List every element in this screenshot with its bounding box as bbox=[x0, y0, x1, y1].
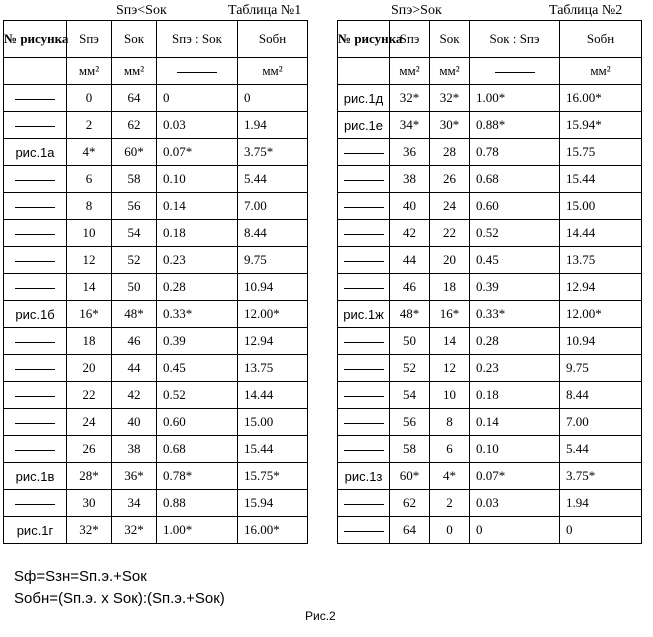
table-row bbox=[4, 463, 308, 490]
dash-mark bbox=[344, 180, 384, 181]
dash-mark bbox=[344, 531, 384, 532]
table-row bbox=[338, 166, 642, 193]
dash-mark bbox=[344, 342, 384, 343]
value-cell: 12.94 bbox=[238, 328, 308, 355]
value-cell: 6 bbox=[430, 436, 470, 463]
formula-sf: Sф=Sзн=Sп.э.+Sок bbox=[14, 568, 147, 585]
value-cell: 15.44 bbox=[560, 166, 642, 193]
value-cell: 3.75* bbox=[238, 139, 308, 166]
value-cell: 18 bbox=[67, 328, 112, 355]
value-cell: 32* bbox=[390, 85, 430, 112]
value-cell: 32* bbox=[430, 85, 470, 112]
table-row bbox=[338, 409, 642, 436]
unit-cell bbox=[338, 58, 390, 85]
value-cell: 60* bbox=[390, 463, 430, 490]
value-cell: 0.18 bbox=[157, 220, 238, 247]
value-cell: 9.75 bbox=[560, 355, 642, 382]
value-cell: 0 bbox=[157, 85, 238, 112]
value-cell: 15.75 bbox=[560, 139, 642, 166]
table-row bbox=[4, 112, 308, 139]
value-cell: 12.94 bbox=[560, 274, 642, 301]
value-cell: 3.75* bbox=[560, 463, 642, 490]
value-cell: 58 bbox=[390, 436, 430, 463]
table-row bbox=[4, 85, 308, 112]
value-cell: 14 bbox=[67, 274, 112, 301]
table2-title: Таблица №2 bbox=[549, 3, 623, 18]
dash-mark bbox=[344, 234, 384, 235]
value-cell: 42 bbox=[112, 382, 157, 409]
value-cell: 36* bbox=[112, 463, 157, 490]
value-cell: 0.88 bbox=[157, 490, 238, 517]
unit-cell: мм² bbox=[430, 58, 470, 85]
value-cell: 8 bbox=[67, 193, 112, 220]
value-cell: 16* bbox=[67, 301, 112, 328]
table1-condition: Sпэ<Sок bbox=[116, 3, 167, 18]
table-row bbox=[4, 220, 308, 247]
column-header: Sобн bbox=[560, 21, 642, 58]
figure-cell bbox=[338, 247, 390, 274]
dash-mark bbox=[15, 234, 55, 235]
formula-sobn: Sобн=(Sп.э. х Sок):(Sп.э.+Sок) bbox=[14, 590, 225, 607]
table-row bbox=[338, 112, 642, 139]
header-row bbox=[4, 21, 308, 58]
table-row bbox=[4, 355, 308, 382]
table-row bbox=[338, 193, 642, 220]
value-cell: 12.00* bbox=[238, 301, 308, 328]
value-cell: 34* bbox=[390, 112, 430, 139]
dash-mark bbox=[15, 261, 55, 262]
value-cell: 0.10 bbox=[470, 436, 560, 463]
dash-mark bbox=[344, 396, 384, 397]
dash-mark bbox=[15, 288, 55, 289]
value-cell: 36 bbox=[390, 139, 430, 166]
table1 bbox=[3, 20, 308, 544]
value-cell: 1.00* bbox=[157, 517, 238, 544]
value-cell: 0.78* bbox=[157, 463, 238, 490]
figure-cell bbox=[338, 274, 390, 301]
value-cell: 0.52 bbox=[157, 382, 238, 409]
value-cell: 12.00* bbox=[560, 301, 642, 328]
table-row bbox=[4, 193, 308, 220]
value-cell: 1.00* bbox=[470, 85, 560, 112]
value-cell: 58 bbox=[112, 166, 157, 193]
figure-cell bbox=[4, 112, 67, 139]
value-cell: 8.44 bbox=[560, 382, 642, 409]
figure-cell bbox=[338, 220, 390, 247]
value-cell: 46 bbox=[390, 274, 430, 301]
figure-cell bbox=[4, 409, 67, 436]
column-header: Sок bbox=[112, 21, 157, 58]
value-cell: 40 bbox=[390, 193, 430, 220]
dash-mark bbox=[15, 396, 55, 397]
column-header: № рисунка bbox=[4, 21, 67, 58]
value-cell: 0 bbox=[470, 517, 560, 544]
value-cell: 14 bbox=[430, 328, 470, 355]
value-cell: 62 bbox=[112, 112, 157, 139]
value-cell: 13.75 bbox=[560, 247, 642, 274]
value-cell: 0.14 bbox=[157, 193, 238, 220]
figure-cell: рис.1з bbox=[338, 463, 390, 490]
dash-mark bbox=[15, 369, 55, 370]
value-cell: 0.88* bbox=[470, 112, 560, 139]
dash-mark bbox=[495, 72, 535, 73]
value-cell: 1.94 bbox=[560, 490, 642, 517]
table2 bbox=[337, 20, 642, 544]
value-cell: 16.00* bbox=[560, 85, 642, 112]
unit-cell: мм² bbox=[560, 58, 642, 85]
value-cell: 52 bbox=[112, 247, 157, 274]
column-header: Sпэ bbox=[67, 21, 112, 58]
value-cell: 15.75* bbox=[238, 463, 308, 490]
value-cell: 50 bbox=[112, 274, 157, 301]
table1-title: Таблица №1 bbox=[228, 3, 302, 18]
table-row bbox=[4, 409, 308, 436]
value-cell: 0 bbox=[67, 85, 112, 112]
table-row bbox=[4, 490, 308, 517]
figure-cell: рис.1в bbox=[4, 463, 67, 490]
dash-mark bbox=[15, 504, 55, 505]
dash-mark bbox=[177, 72, 217, 73]
value-cell: 8.44 bbox=[238, 220, 308, 247]
figure-cell bbox=[338, 328, 390, 355]
figure-cell bbox=[338, 193, 390, 220]
value-cell: 42 bbox=[390, 220, 430, 247]
value-cell: 13.75 bbox=[238, 355, 308, 382]
value-cell: 48* bbox=[390, 301, 430, 328]
value-cell: 52 bbox=[390, 355, 430, 382]
value-cell: 22 bbox=[430, 220, 470, 247]
figure-cell: рис.1е bbox=[338, 112, 390, 139]
figure-cell bbox=[4, 328, 67, 355]
table-row bbox=[4, 247, 308, 274]
figure-cell bbox=[338, 139, 390, 166]
value-cell: 0 bbox=[560, 517, 642, 544]
value-cell: 12 bbox=[67, 247, 112, 274]
value-cell: 2 bbox=[430, 490, 470, 517]
table2-body bbox=[338, 21, 642, 544]
table-row bbox=[4, 517, 308, 544]
table-row bbox=[338, 328, 642, 355]
dash-mark bbox=[344, 207, 384, 208]
value-cell: 38 bbox=[390, 166, 430, 193]
figure-cell: рис.1ж bbox=[338, 301, 390, 328]
dash-mark bbox=[15, 207, 55, 208]
value-cell: 18 bbox=[430, 274, 470, 301]
value-cell: 16* bbox=[430, 301, 470, 328]
value-cell: 0 bbox=[238, 85, 308, 112]
column-header: Sпэ bbox=[390, 21, 430, 58]
dash-mark bbox=[344, 369, 384, 370]
table-row bbox=[338, 247, 642, 274]
table-row bbox=[4, 274, 308, 301]
value-cell: 0.23 bbox=[157, 247, 238, 274]
dash-mark bbox=[15, 423, 55, 424]
figure-cell bbox=[338, 409, 390, 436]
value-cell: 15.00 bbox=[560, 193, 642, 220]
value-cell: 12 bbox=[430, 355, 470, 382]
table-row bbox=[338, 220, 642, 247]
table-row bbox=[4, 436, 308, 463]
dash-mark bbox=[344, 288, 384, 289]
value-cell: 0.23 bbox=[470, 355, 560, 382]
value-cell: 44 bbox=[112, 355, 157, 382]
value-cell: 10 bbox=[67, 220, 112, 247]
value-cell: 15.44 bbox=[238, 436, 308, 463]
table-row bbox=[338, 517, 642, 544]
table1-body bbox=[4, 21, 308, 544]
value-cell: 60* bbox=[112, 139, 157, 166]
value-cell: 0.28 bbox=[157, 274, 238, 301]
value-cell: 24 bbox=[67, 409, 112, 436]
value-cell: 4* bbox=[430, 463, 470, 490]
value-cell: 40 bbox=[112, 409, 157, 436]
figure-cell bbox=[338, 355, 390, 382]
value-cell: 10.94 bbox=[560, 328, 642, 355]
column-header: Sок : Sпэ bbox=[470, 21, 560, 58]
unit-cell: мм² bbox=[67, 58, 112, 85]
table-row bbox=[338, 463, 642, 490]
table-row bbox=[4, 166, 308, 193]
value-cell: 46 bbox=[112, 328, 157, 355]
dash-mark bbox=[15, 180, 55, 181]
value-cell: 0.68 bbox=[157, 436, 238, 463]
value-cell: 0.28 bbox=[470, 328, 560, 355]
figure-cell bbox=[4, 382, 67, 409]
table2-condition: Sпэ>Sок bbox=[391, 3, 442, 18]
value-cell: 15.94* bbox=[560, 112, 642, 139]
figure-cell bbox=[338, 382, 390, 409]
unit-cell: мм² bbox=[390, 58, 430, 85]
value-cell: 0.45 bbox=[157, 355, 238, 382]
value-cell: 15.94 bbox=[238, 490, 308, 517]
figure-cell bbox=[4, 193, 67, 220]
value-cell: 54 bbox=[112, 220, 157, 247]
figure-cell bbox=[338, 166, 390, 193]
value-cell: 22 bbox=[67, 382, 112, 409]
value-cell: 20 bbox=[430, 247, 470, 274]
unit-cell: мм² bbox=[238, 58, 308, 85]
value-cell: 14.44 bbox=[560, 220, 642, 247]
value-cell: 10 bbox=[430, 382, 470, 409]
value-cell: 32* bbox=[112, 517, 157, 544]
table-row bbox=[338, 355, 642, 382]
table-row bbox=[4, 139, 308, 166]
figure-cell bbox=[4, 220, 67, 247]
value-cell: 16.00* bbox=[238, 517, 308, 544]
value-cell: 7.00 bbox=[238, 193, 308, 220]
value-cell: 26 bbox=[67, 436, 112, 463]
unit-cell bbox=[157, 58, 238, 85]
value-cell: 5.44 bbox=[238, 166, 308, 193]
dash-mark bbox=[15, 342, 55, 343]
figure-cell: рис.1д bbox=[338, 85, 390, 112]
table-row bbox=[338, 85, 642, 112]
table-row bbox=[338, 436, 642, 463]
value-cell: 56 bbox=[112, 193, 157, 220]
value-cell: 1.94 bbox=[238, 112, 308, 139]
value-cell: 0.60 bbox=[157, 409, 238, 436]
value-cell: 6 bbox=[67, 166, 112, 193]
table-row bbox=[338, 301, 642, 328]
figure-caption: Рис.2 bbox=[305, 609, 336, 623]
value-cell: 64 bbox=[390, 517, 430, 544]
figure-cell bbox=[4, 274, 67, 301]
value-cell: 0.60 bbox=[470, 193, 560, 220]
value-cell: 34 bbox=[112, 490, 157, 517]
value-cell: 0.52 bbox=[470, 220, 560, 247]
value-cell: 28* bbox=[67, 463, 112, 490]
value-cell: 7.00 bbox=[560, 409, 642, 436]
value-cell: 0.68 bbox=[470, 166, 560, 193]
table-row bbox=[4, 301, 308, 328]
value-cell: 0.39 bbox=[157, 328, 238, 355]
value-cell: 44 bbox=[390, 247, 430, 274]
value-cell: 0.10 bbox=[157, 166, 238, 193]
value-cell: 48* bbox=[112, 301, 157, 328]
value-cell: 30* bbox=[430, 112, 470, 139]
value-cell: 50 bbox=[390, 328, 430, 355]
dash-mark bbox=[344, 450, 384, 451]
figure-cell: рис.1а bbox=[4, 139, 67, 166]
value-cell: 0.14 bbox=[470, 409, 560, 436]
value-cell: 26 bbox=[430, 166, 470, 193]
table-row bbox=[338, 490, 642, 517]
value-cell: 32* bbox=[67, 517, 112, 544]
value-cell: 0.07* bbox=[157, 139, 238, 166]
value-cell: 56 bbox=[390, 409, 430, 436]
value-cell: 5.44 bbox=[560, 436, 642, 463]
figure-cell bbox=[4, 436, 67, 463]
value-cell: 30 bbox=[67, 490, 112, 517]
table-row bbox=[338, 139, 642, 166]
dash-mark bbox=[344, 153, 384, 154]
figure-cell bbox=[338, 490, 390, 517]
value-cell: 24 bbox=[430, 193, 470, 220]
value-cell: 0.33* bbox=[470, 301, 560, 328]
dash-mark bbox=[344, 261, 384, 262]
figure-cell bbox=[4, 355, 67, 382]
value-cell: 38 bbox=[112, 436, 157, 463]
dash-mark bbox=[344, 423, 384, 424]
value-cell: 0.78 bbox=[470, 139, 560, 166]
figure-cell bbox=[4, 166, 67, 193]
dash-mark bbox=[15, 450, 55, 451]
dash-mark bbox=[15, 126, 55, 127]
value-cell: 0.39 bbox=[470, 274, 560, 301]
table-row bbox=[4, 382, 308, 409]
unit-cell: мм² bbox=[112, 58, 157, 85]
value-cell: 0.33* bbox=[157, 301, 238, 328]
value-cell: 62 bbox=[390, 490, 430, 517]
figure-cell: рис.1б bbox=[4, 301, 67, 328]
dash-mark bbox=[15, 99, 55, 100]
column-header: Sобн bbox=[238, 21, 308, 58]
value-cell: 9.75 bbox=[238, 247, 308, 274]
value-cell: 10.94 bbox=[238, 274, 308, 301]
column-header: Sок bbox=[430, 21, 470, 58]
figure-cell bbox=[338, 517, 390, 544]
table-row bbox=[4, 328, 308, 355]
value-cell: 54 bbox=[390, 382, 430, 409]
value-cell: 0.18 bbox=[470, 382, 560, 409]
figure-cell bbox=[4, 85, 67, 112]
value-cell: 20 bbox=[67, 355, 112, 382]
value-cell: 0.45 bbox=[470, 247, 560, 274]
dash-mark bbox=[344, 504, 384, 505]
value-cell: 64 bbox=[112, 85, 157, 112]
value-cell: 0.03 bbox=[157, 112, 238, 139]
unit-cell bbox=[470, 58, 560, 85]
value-cell: 4* bbox=[67, 139, 112, 166]
value-cell: 28 bbox=[430, 139, 470, 166]
figure-cell: рис.1г bbox=[4, 517, 67, 544]
figure-cell bbox=[338, 436, 390, 463]
figure-cell bbox=[4, 247, 67, 274]
unit-cell bbox=[4, 58, 67, 85]
value-cell: 0.07* bbox=[470, 463, 560, 490]
value-cell: 8 bbox=[430, 409, 470, 436]
value-cell: 15.00 bbox=[238, 409, 308, 436]
units-row bbox=[4, 58, 308, 85]
value-cell: 0 bbox=[430, 517, 470, 544]
header-row bbox=[338, 21, 642, 58]
column-header: № рисунка bbox=[338, 21, 390, 58]
column-header: Sпэ : Sок bbox=[157, 21, 238, 58]
figure-cell bbox=[4, 490, 67, 517]
value-cell: 14.44 bbox=[238, 382, 308, 409]
value-cell: 0.03 bbox=[470, 490, 560, 517]
units-row bbox=[338, 58, 642, 85]
table-row bbox=[338, 382, 642, 409]
value-cell: 2 bbox=[67, 112, 112, 139]
table-row bbox=[338, 274, 642, 301]
